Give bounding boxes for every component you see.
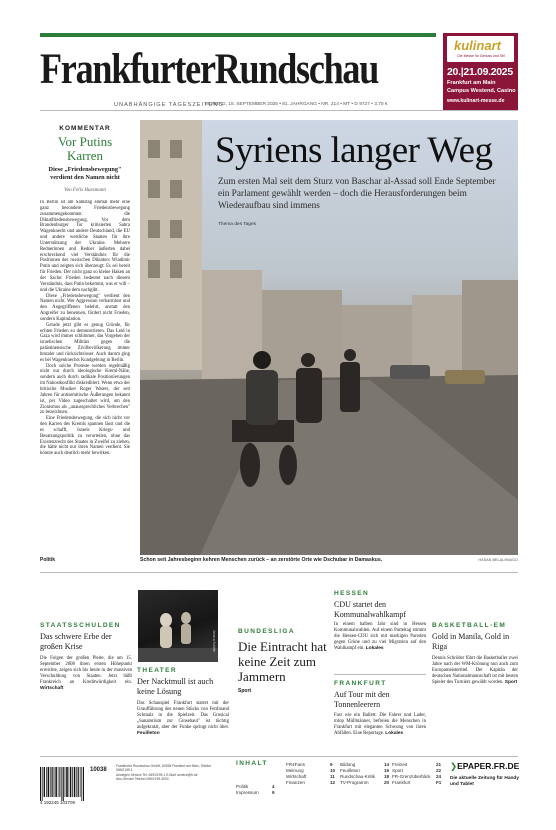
masthead-title: FrankfurterRundschau (40, 46, 379, 93)
ad-logo-box (447, 36, 514, 62)
frankfurt-body-text: Fast wie ein Ballett: Die Fahrer und Lader, mlop Müllmänner, befreien die Menschen in Frankfurt mit eleganten Schwung von ihren Abfällen. Eine Reportage. (334, 713, 426, 736)
theater-label: THEATER (137, 667, 178, 674)
kulinart-ad[interactable] (443, 33, 518, 110)
commentary-paragraph: In Berlin ist am Samstag einmal mehr eine ganz besondere Friedensbewegung zusammengekommen: die Diktatfriedensbewegung. Vor dem Brandenburger Tor kritisierten Sahra Wagenknecht und andere Deutschland, die EU und andere westliche Staaten für ihre Unterstützung der Ukraine. Mehrere Rednerinnen und Redner äußerten dabei erschreckend viel Verständnis für die Positionen des russischen Diktators Wladimir Putin und zeigten sich überzeugt: Es sei bereit für Frieden. Der nicht ganz so kleine Haken an der Sache: Frieden bedeutet nach diesem Verständnis, dass Putin bekommt, was er will – und die Ukraine dem nachgibt. (40, 200, 130, 293)
sport-body (432, 656, 518, 686)
inhalt-entry[interactable]: TV-Programm 20 (340, 780, 390, 785)
ad-line2: Campus Westend, Casino (447, 88, 516, 94)
commentary-paragraph: Gerade jetzt gibt es genug Gründe, für echten Frieden zu demonstrieren. Das Leid in Gaza wird immer schlimmer, das Vorgehen der israelischen Militärs gegen die palästinensische Zivilbevölkerung immer brutaler und rücksichtsloser. Auch darum ging es bei Wagenknechts Kundgebung in Berlin. (40, 322, 130, 363)
ad-brand-sub: Die Messe für Genuss und Stil (457, 54, 505, 58)
sport-body-text: Dennis Schröder führt die Basketballer zwei Jahre nach der WM-Krönung nun auch zum Europameistertitel. Der Kapitän der deutschen Nationalmannschaft ist mit besten Spieler des Turniers gewählt worden. (432, 656, 518, 685)
inhalt-entry[interactable]: FR-Grenzüberblick 24 (392, 774, 442, 779)
epaper-promo[interactable] (450, 761, 520, 788)
stage-figures-illustration (138, 590, 218, 662)
commentary-section-ref[interactable]: Politik (40, 557, 56, 563)
top-rule (40, 33, 436, 37)
inhalt-entry[interactable]: FR4Fans 9 (286, 762, 333, 767)
theater-body (137, 701, 229, 737)
inhalt-entry[interactable]: Feuilleton 15 (340, 768, 390, 773)
issue-info: MONTAG, 15. SEPTEMBER 2025 • 81. JAHRGANG • NR. 214 • MT • D 9727 • 3,70 € (205, 102, 388, 107)
commentary-paragraph: Diese „Friedensbewegung" verdient den Namen nicht. Wer Aggression verharmlost und den Angegriffenen belehrt, anstatt den Angreifer zu benennen, fördert nicht Frieden, sondern Kapitulation. (40, 293, 130, 322)
bundesliga-label: BUNDESLIGA (238, 628, 295, 635)
frankfurt-headline[interactable]: Auf Tour mit den Tonnenleerern (334, 690, 390, 709)
hessen-label: HESSEN (334, 590, 370, 597)
publisher-line: Anzeigen Service Tel. 069/2199-1 E-Mail: service@fr.de (116, 772, 198, 777)
publisher-line: Frankfurter Rundschau GmbH, 60268 Frankfurt am Main, Telefon 069/2199-1 (116, 764, 212, 773)
epaper-sub: Die aktuelle Zeitung für Handy und Tablet (450, 776, 520, 787)
footer-divider (40, 756, 518, 757)
lead-headline[interactable]: Syriens langer Weg (215, 130, 493, 171)
barcode-icon (40, 767, 84, 801)
ad-line1: Frankfurt am Main (447, 80, 496, 86)
lead-photo-credit: HASAN BELAL/IMAGO (478, 558, 518, 562)
frankfurt-section-ref[interactable]: Lokales (385, 731, 404, 736)
inhalt-entry[interactable]: Politik 4 (236, 784, 275, 789)
inhalt-entry[interactable]: Sport 22 (392, 768, 442, 773)
inhalt-entry[interactable]: Meinung 10 (286, 768, 336, 773)
commentary-paragraph: Eine Friedensbewegung, die sich nicht vor den Karren des Kremls spannen lässt und die es schafft, Israels Kriegs- und Besatzungspolitik zu verurteilen, ohne das Existenzrecht des Staates in Zweifel zu ziehen, die hätte nicht nur ihren Namen verdient. Sie könnte auch deutlich mehr bewirken. (40, 416, 130, 457)
commentary-subhead: Diese „Friedensbewegung" verdient den Namen nicht (48, 166, 122, 181)
publisher-line: Abo-Service Telefon 069/2199-3000 (116, 777, 169, 782)
frankfurt-divider (334, 674, 426, 675)
bundesliga-headline[interactable]: Die Eintracht hat keine Zeit zum Jammern (238, 639, 327, 684)
ad-brand: kulinart (454, 38, 501, 53)
epaper-label: EPAPER.FR.DE (457, 761, 520, 771)
lead-kicker[interactable]: Thema des Tages (218, 222, 257, 227)
masthead-tagline: UNABHÄNGIGE TAGESZEITUNG (114, 102, 224, 108)
barcode-number: 4 192245 103709 (40, 800, 76, 805)
inhalt-label: INHALT (236, 760, 268, 767)
commentary-headline[interactable]: Vor Putins Karren (57, 134, 113, 163)
schools-section-ref[interactable]: Wirtschaft (40, 686, 64, 691)
inhalt-entry[interactable]: Bildung 14 (340, 762, 390, 767)
section-divider (40, 572, 518, 573)
publisher-info (116, 764, 221, 782)
schools-headline[interactable]: Das schwere Erbe der großen Krise (40, 632, 112, 651)
epaper-chevron-icon: ❯ (450, 761, 458, 771)
frankfurt-body (334, 713, 426, 737)
sport-section-ref[interactable]: Sport (504, 680, 518, 685)
theater-headline[interactable]: Der Nacktmull ist auch keine Lösung (137, 677, 214, 696)
commentary-author: Von Felix Huesmann (64, 188, 106, 193)
ad-url[interactable]: www.kulinart-messe.de (447, 98, 505, 104)
masthead-divider (40, 110, 518, 111)
hessen-body (334, 622, 426, 652)
commentary-body (40, 200, 130, 555)
barcode (40, 767, 84, 807)
hessen-body-text: In einem halben Jahr sind in Hessen Kommunalwahlen. Auf einem Parteitag stimmt die Hessen-CDU sich mit markigen Paroden gegen Grüne und zu viel Migration auf den Wahlkampf ein. (334, 622, 426, 651)
theater-photo (138, 590, 218, 662)
commentary-paragraph: Doch solche Proteste werden regelmäßig nicht nur durch ideologische Kreml-Nähe, sondern auch durch radikale Positionierungen im Nahostkonflikt diskreditiert. Wenn etwa der britische Musiker Roger Waters, der seit Jahren für antisemitische Äußerungen bekannt ist, per Video zugeschaltet wird, um den Zionismus als „unaussprechliches Verbrechen" zu bezeichnen. (40, 363, 130, 416)
inhalt-entry[interactable]: Rundschau-Kritik 18 (340, 774, 390, 779)
hessen-section-ref[interactable]: Lokales (365, 646, 384, 651)
inhalt-entry[interactable]: Frankfurt F1 (392, 780, 442, 785)
inhalt-entry[interactable]: Freizeit 21 (392, 762, 442, 767)
theater-body-text: Das Schauspiel Frankfurt startet mit der Uraufführung des neuen Stücks von Ferdinand Schmalz in die Spielzeit. Das Grusical „Sanatorium zur Ginsehaut" ist tüchtig aufgekratzt, aber der Funke springt nicht über. (137, 701, 229, 730)
bundesliga-section-ref[interactable]: Sport (238, 688, 252, 694)
hessen-headline[interactable]: CDU startet den Kommunalwahlkampf (334, 600, 406, 619)
issue-code: 10038 (90, 767, 107, 773)
schools-label: STAATSSCHULDEN (40, 622, 121, 629)
schools-body-text: Die Folgen der großen Pleite, die am 15. September 2008 ihren ersten Höhepunkt erreichte, zeigen sich bis heute in der massiven Verschuldung von Staaten. Jetzt büßt Frankreich an Kreditwürdigkeit ein. (40, 656, 132, 685)
theater-section-ref[interactable]: Feuilleton (137, 731, 160, 736)
sport-headline[interactable]: Gold in Manila, Gold in Riga (432, 632, 510, 651)
inhalt-entry[interactable]: Impressum 9 (236, 790, 275, 795)
frankfurt-label: FRANKFURT (334, 680, 387, 687)
lead-caption: Schon seit Jahresbeginn kehren Menschen zurück – an zerstörte Orte wie Dschubar in Damaskus. (140, 557, 383, 563)
lead-teaser: Zum ersten Mal seit dem Sturz von Baschar al-Assad soll Ende September ein Parlament gewählt werden – doch die Herausforderungen beim Wiederaufbau sind immens (218, 177, 496, 212)
commentary-label: KOMMENTAR (59, 125, 111, 132)
inhalt-entry[interactable]: Wirtschaft 11 (286, 774, 335, 779)
sport-label: BASKETBALL-EM (432, 622, 507, 629)
ad-dates: 20.|21.09.2025 (447, 66, 513, 78)
inhalt-entry[interactable]: Finanzen 12 (286, 780, 336, 785)
schools-body (40, 656, 132, 692)
theater-photo-credit: Jessica Schäfer (212, 630, 216, 653)
